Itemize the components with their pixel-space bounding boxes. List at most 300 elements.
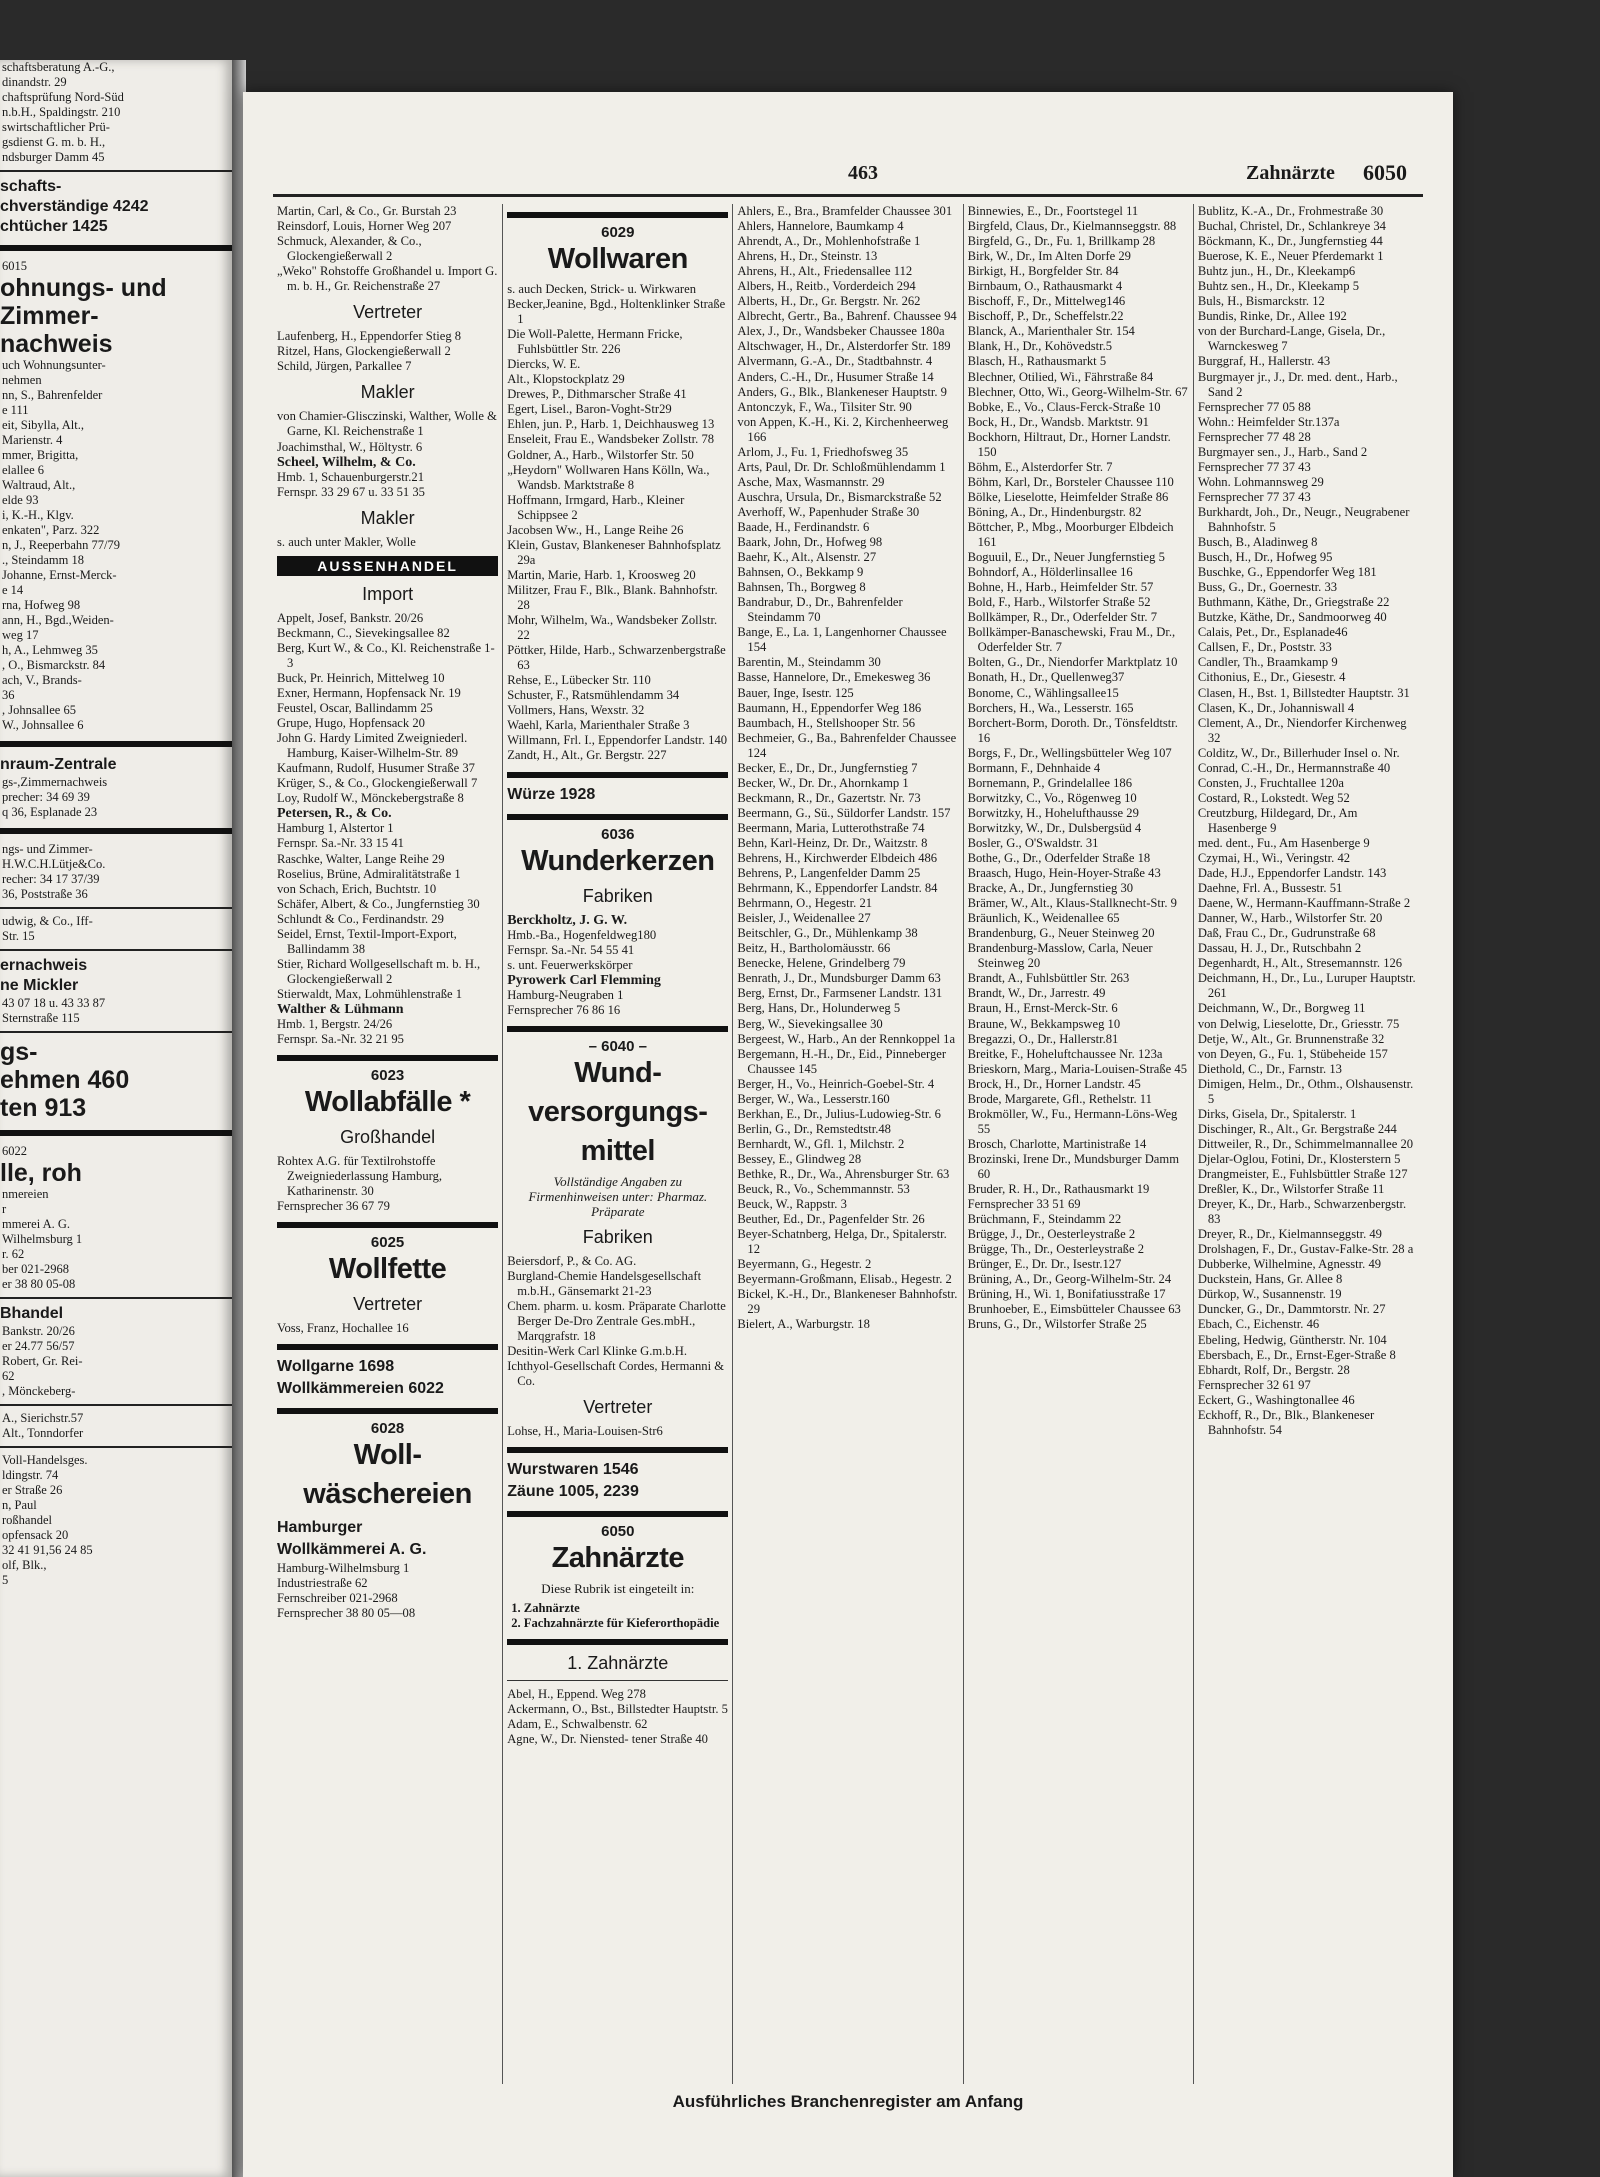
listing-line: n, Paul	[2, 1498, 37, 1512]
directory-entry: Drangmeister, E., Fuhlsbüttler Straße 127	[1197, 1167, 1408, 1181]
directory-page	[243, 92, 1453, 2177]
directory-entry: Bergemann, H.-H., Dr., Eid., Pinneberger Chaussee 145	[737, 1046, 947, 1076]
divider	[507, 1680, 728, 1681]
section-divider	[507, 772, 728, 778]
divider	[0, 1404, 232, 1406]
directory-entry: Abel, H., Eppend. Weg 278	[507, 1687, 646, 1702]
listing-line: eit, Sibylla, Alt.,	[2, 418, 84, 432]
directory-entry: Jacobsen Ww., H., Lange Reihe 26	[507, 522, 684, 537]
listing-line: n.b.H., Spaldingstr. 210	[2, 105, 121, 119]
directory-entry: Braun, H., Ernst-Merck-Str. 6	[967, 1001, 1118, 1016]
listing-line: nn, S., Bahrenfelder	[2, 388, 103, 402]
listing-heading: ehmen 460	[0, 1066, 130, 1094]
directory-entry: Burggraf, H., Hallerstr. 43	[1197, 354, 1331, 369]
directory-entry: Duckstein, Hans, Gr. Allee 8	[1197, 1272, 1343, 1287]
directory-entry: Deichmann, W., Dr., Borgweg 11	[1197, 1001, 1366, 1016]
directory-entry: Pöttker, Hilde, Harb., Schwarzenbergstraße 63	[507, 643, 726, 673]
listing-line: udwig, & Co., Iff-	[2, 914, 93, 928]
subheading: Import	[362, 583, 414, 604]
subheading: Großhandel	[340, 1127, 436, 1148]
listing-line: gs-,Zimmernachweis	[2, 775, 108, 789]
directory-entry: Böttcher, P., Mbg., Moorburger Elbdeich 161	[967, 519, 1174, 550]
directory-entry: Dimigen, Helm., Dr., Othm., Olshausenstr. 5	[1197, 1076, 1414, 1106]
directory-entry: Bublitz, K.-A., Dr., Frohmestraße 30	[1197, 204, 1384, 218]
directory-entry: Colditz, W., Dr., Billerhuder Insel o. Nr.	[1197, 745, 1400, 760]
section-title: Wunderkerzen	[521, 844, 715, 877]
directory-entry: Breitke, F., Hoheluftchaussee Nr. 123a	[967, 1046, 1163, 1061]
directory-entry: Ebeling, Hedwig, Güntherstr. Nr. 104	[1197, 1332, 1387, 1347]
directory-entry: Dischinger, R., Alt., Gr. Bergstraße 244	[1197, 1121, 1397, 1136]
directory-entry: Bregazzi, O., Dr., Hallerstr.81	[967, 1031, 1119, 1046]
listing-line: dinandstr. 29	[2, 75, 67, 89]
directory-entry: Bickel, K.-H., Dr., Blankeneser Bahnhofstr. 29	[737, 1287, 958, 1317]
directory-entry: Beckmann, C., Sievekingsallee 82	[277, 625, 450, 640]
listing-heading: ohnungs- und	[0, 274, 167, 302]
directory-entry: von Deyen, G., Fu. 1, Stübeheide 157	[1197, 1046, 1388, 1061]
directory-entry: „Heydorn" Wollwaren Hans Kölln, Wa., Wandsb. Marktstraße 8	[507, 462, 710, 492]
section-divider	[507, 1511, 728, 1517]
listing-line: er Straße 26	[2, 1483, 63, 1497]
directory-entry: Brieskorn, Marg., Maria-Louisen-Straße 45	[967, 1061, 1188, 1076]
directory-entry: Brandenburg, G., Neuer Steinweg 20	[967, 926, 1155, 941]
directory-entry: Behrmann, K., Eppendorfer Landstr. 84	[737, 881, 938, 896]
listing-line: Robert, Gr. Rei-	[2, 1354, 83, 1368]
directory-entry: Beyermann-Großmann, Elisab., Hegestr. 2	[737, 1272, 952, 1287]
listing-line: ndsburger Damm 45	[2, 150, 105, 164]
listing-line: e 14	[2, 583, 24, 597]
directory-entry: Berger, W., Wa., Lesserstr.160	[737, 1091, 890, 1106]
directory-entry: Fernsprecher 38 80 05—08	[277, 1606, 416, 1621]
subheading: Vertreter	[353, 302, 423, 323]
directory-entry: Appelt, Josef, Bankstr. 20/26	[277, 610, 424, 625]
divider	[0, 170, 232, 172]
section-code: 6028	[370, 1420, 405, 1438]
listing-line: Marienstr. 4	[2, 433, 63, 447]
listing-line: precher: 34 69 39	[2, 790, 90, 804]
directory-entry: Hamburg-Wilhelmsburg 1	[277, 1561, 410, 1576]
directory-entry: Ackermann, O., Bst., Billstedter Hauptstr. 5	[507, 1702, 728, 1717]
section-title: mittel	[580, 1134, 655, 1167]
listing-line: r. 62	[2, 1247, 25, 1261]
directory-entry: Beermann, G., Sü., Süldorfer Landstr. 157	[737, 805, 951, 820]
directory-entry: Wohn. Lohmannsweg 29	[1197, 474, 1324, 489]
directory-entry: Brunhoeber, E., Eimsbütteler Chaussee 63	[967, 1302, 1181, 1317]
column-2	[503, 204, 733, 2084]
directory-entry: Bischoff, F., Dr., Mittelweg146	[967, 294, 1126, 309]
rubric-list-item: 2. Fachzahnärzte für Kieferorthopädie	[511, 1616, 720, 1631]
directory-entry: Joachimsthal, W., Höltystr. 6	[277, 439, 423, 454]
directory-entry: Martin, Marie, Harb. 1, Krooswеg 20	[507, 567, 696, 582]
directory-entry: Brandt, W., Dr., Jarrestr. 49	[967, 986, 1106, 1001]
footer-note: Ausführliches Branchenregister am Anfang	[672, 2092, 1024, 2111]
subheading: Makler	[360, 382, 415, 403]
directory-entry: Anders, G., Blk., Blankeneser Hauptstr. 9	[737, 384, 947, 399]
section-divider	[0, 1130, 232, 1136]
directory-entry-highlight: Scheel, Wilhelm, & Co.	[277, 454, 416, 470]
directory-entry: Fernsprecher 76 86 16	[507, 1002, 621, 1017]
cross-reference: Wollkämmerei A. G.	[277, 1541, 427, 1559]
subheading: Fabriken	[582, 1226, 653, 1247]
section-code: 6023	[370, 1067, 405, 1085]
directory-entry: Baumann, H., Eppendorfer Weg 186	[737, 700, 922, 715]
listing-line: Wilhelmsburg 1	[2, 1232, 83, 1246]
directory-entry: Waehl, Karla, Marienthaler Straße 3	[507, 718, 690, 733]
directory-entry: Bundis, Rinke, Dr., Allee 192	[1197, 309, 1347, 324]
listing-line: elallee 6	[2, 463, 44, 477]
directory-entry: von Appen, K.-H., Ki. 2, Kirchenheerweg 166	[737, 414, 949, 444]
directory-entry: Bobke, E., Vo., Claus-Ferck-Straße 10	[967, 399, 1161, 414]
directory-entry: Mohr, Wilhelm, Wa., Wandsbeker Zollstr. 22	[507, 613, 718, 643]
directory-entry: Bollkämper, R., Dr., Oderfelder Str. 7	[967, 610, 1158, 625]
directory-entry: Ebach, C., Eichenstr. 46	[1197, 1317, 1320, 1332]
directory-entry: Fernspr. Sa.-Nr. 33 15 41	[277, 836, 404, 851]
directory-entry: Baade, H., Ferdinandstr. 6	[737, 519, 870, 534]
directory-entry: Voss, Franz, Hochallee 16	[277, 1321, 409, 1336]
directory-entry: Blanck, A., Marienthaler Str. 154	[967, 324, 1135, 339]
directory-entry: Berg, Kurt W., & Co., Kl. Reichenstraße 1-3	[277, 640, 495, 670]
directory-entry: Beisler, J., Weidenallee 27	[737, 911, 871, 926]
listing-line: ngs- und Zimmer-	[2, 842, 93, 856]
directory-entry: Becker,Jeanine, Bgd., Holtenklinker Straße 1	[507, 297, 726, 327]
directory-entry: Hoffmann, Irmgard, Harb., Kleiner Schippsee 2	[507, 492, 685, 522]
listing-line: Bankstr. 20/26	[2, 1324, 75, 1338]
directory-entry: Bölke, Lieselotte, Heimfelder Straße 86	[967, 489, 1169, 504]
listing-line: Waltraud, Alt.,	[2, 478, 76, 492]
directory-entry: Bold, F., Harb., Wilstorfer Straße 52	[967, 595, 1151, 610]
listing-line: 6022	[2, 1144, 27, 1158]
directory-entry: Asche, Max, Wasmannstr. 29	[737, 474, 885, 489]
directory-entry: Beermann, Maria, Lutterothstraße 74	[737, 820, 925, 835]
directory-entry: Borwitzky, H., Hohelufthausse 29	[967, 805, 1139, 820]
listing-line: roßhandel	[2, 1513, 52, 1527]
directory-entry: Dürkop, W., Susannenstr. 19	[1197, 1287, 1342, 1302]
directory-entry: Dubberke, Wilhelmine, Agnesstr. 49	[1197, 1257, 1382, 1272]
listing-line: ldingstr. 74	[2, 1468, 59, 1482]
listing-heading: gs-	[0, 1038, 38, 1066]
directory-entry: Buchal, Christel, Dr., Schlankreye 34	[1197, 219, 1386, 234]
listing-line: 5	[2, 1573, 9, 1587]
listing-line: 32 41 91,56 24 85	[2, 1543, 93, 1557]
directory-entry: Schlundt & Co., Ferdinandstr. 29	[277, 911, 444, 926]
cross-reference: Wollgarne 1698	[277, 1358, 395, 1376]
directory-entry: Fernschreiber 021-2968	[277, 1591, 398, 1606]
directory-entry: Schild, Jürgen, Parkallee 7	[277, 359, 412, 374]
directory-entry: Cithonius, E., Dr., Giesestr. 4	[1197, 670, 1346, 685]
directory-entry: Ebhardt, Rolf, Dr., Bergstr. 28	[1197, 1362, 1350, 1377]
subheading: Makler	[360, 507, 415, 528]
rubric-list-item: 1. Zahnärzte	[511, 1601, 580, 1616]
section-title: Wund-	[574, 1056, 662, 1089]
listing-heading: ne Mickler	[0, 977, 79, 994]
directory-entry: Averhoff, W., Papenhuder Straße 30	[737, 504, 920, 519]
directory-entry: Fernspr. Sa.-Nr. 32 21 95	[277, 1032, 404, 1047]
section-code: 6036	[601, 825, 635, 843]
directory-entry: Dade, H.J., Eppendorfer Landstr. 143	[1197, 866, 1387, 881]
divider	[0, 1446, 232, 1448]
directory-entry: Ahrendt, A., Dr., Mohlenhofstraße 1	[737, 234, 921, 249]
section-code: 6050	[601, 1523, 635, 1541]
header-rule	[273, 194, 1423, 197]
listing-heading: lle, roh	[0, 1159, 82, 1187]
cross-reference: Zäune 1005, 2239	[507, 1483, 639, 1501]
directory-entry: Schuster, F., Ratsmühlendamm 34	[507, 688, 680, 703]
directory-entry: Fernsprecher 77 48 28	[1197, 429, 1311, 444]
section-divider	[507, 814, 728, 820]
listing-heading: Bhandel	[0, 1305, 64, 1322]
subheading: 1. Zahnärzte	[567, 1653, 669, 1674]
directory-entry: Bothe, G., Dr., Oderfelder Straße 18	[967, 851, 1151, 866]
section-divider	[0, 828, 232, 834]
listing-heading: Zimmer-	[0, 302, 99, 330]
directory-entry: Krüger, S., & Co., Glockengießerwall 7	[277, 776, 478, 791]
directory-entry: Ichthyol-Gesellschaft Cordes, Hermanni & Co.	[507, 1359, 725, 1389]
listing-line: r	[2, 1202, 7, 1216]
listing-line: ach, V., Brands-	[2, 673, 82, 687]
directory-entry: Behrmann, O., Hegestr. 21	[737, 896, 873, 911]
directory-entry: Bornemann, P., Grindelallee 186	[967, 775, 1132, 790]
directory-entry: Antonczyk, F., Wa., Tilsiter Str. 90	[737, 399, 912, 414]
directory-entry: John G. Hardy Limited Zweigniederl. Hamburg, Kaiser-Wilhelm-Str. 89	[277, 731, 468, 761]
directory-entry: von Schach, Erich, Buchtstr. 10	[277, 881, 437, 896]
directory-entry: Bandrabur, D., Dr., Bahrenfelder Steindamm 70	[737, 595, 903, 625]
directory-entry: Raschke, Walter, Lange Reihe 29	[277, 851, 445, 866]
listing-line: q 36, Esplanade 23	[2, 805, 98, 819]
directory-entry: Berlin, G., Dr., Remstedtstr.48	[737, 1121, 891, 1136]
directory-entry: Basse, Hannelore, Dr., Emekesweg 36	[737, 670, 931, 685]
section-code: 6025	[370, 1234, 405, 1252]
listing-line: chaftsprüfung Nord-Süd	[2, 90, 124, 104]
directory-entry: Detje, W., Alt., Gr. Brunnenstraße 32	[1197, 1031, 1385, 1046]
directory-entry: Burgmayer jr., J., Dr. med. dent., Harb., Sand 2	[1197, 369, 1398, 399]
listing-line: elde 93	[2, 493, 39, 507]
directory-entry: Blasch, H., Rathausmarkt 5	[967, 354, 1107, 369]
directory-entry: Brokmöller, W., Fu., Hermann-Löns-Weg 55	[967, 1106, 1178, 1136]
directory-entry: Dreyer, K., Dr., Harb., Schwarzenbergstr. 83	[1197, 1197, 1407, 1227]
section-divider	[507, 1026, 728, 1032]
subheading: Vertreter	[353, 1294, 423, 1315]
directory-entry: Costard, R., Lokstedt. Weg 52	[1197, 790, 1350, 805]
cross-reference: Hamburger	[277, 1519, 363, 1537]
directory-entry: Blechner, Otilied, Wi., Fährstraße 84	[967, 369, 1154, 384]
directory-entry: Dreßler, K., Dr., Wilstorfer Straße 11	[1197, 1182, 1385, 1197]
directory-entry: Alex, J., Dr., Wandsbeker Chaussee 180a	[737, 324, 945, 339]
listing-line: ., Steindamm 18	[2, 553, 84, 567]
directory-entry: Bockhorn, Hiltraut, Dr., Horner Landstr. 150	[967, 429, 1171, 459]
directory-entry: Diethold, C., Dr., Farnstr. 13	[1197, 1061, 1342, 1076]
directory-entry: Egert, Lisel., Baron-Voght-Str29	[507, 402, 672, 417]
directory-entry: Brozinski, Irene Dr., Mundsburger Damm 60	[967, 1151, 1179, 1181]
directory-entry: Fernsprecher 77 37 43	[1197, 489, 1311, 504]
directory-entry: Becker, E., Dr., Dr., Jungfernstieg 7	[737, 760, 918, 775]
section-title: Woll-	[353, 1439, 422, 1472]
directory-entry: Boguuil, E., Dr., Neuer Jungfernstieg 5	[967, 550, 1165, 565]
directory-entry: Beyer-Schatnberg, Helga, Dr., Spitalerstr. 12	[737, 1227, 947, 1257]
directory-entry: Enseleit, Frau E., Wandsbeker Zollstr. 78	[507, 432, 715, 447]
directory-entry: s. auch Decken, Strick- u. Wirkwaren	[507, 282, 697, 296]
directory-entry: Beckmann, R., Dr., Gazertstr. Nr. 73	[737, 790, 921, 805]
listing-line: H.W.C.H.Lütje&Co.	[2, 857, 106, 871]
listing-line: olf, Blk.,	[2, 1558, 47, 1572]
section-divider	[277, 1055, 498, 1061]
directory-entry: Fernsprecher 77 37 43	[1197, 459, 1311, 474]
listing-line: er 38 80 05-08	[2, 1277, 76, 1291]
directory-entry: Blank, H., Dr., Kohövedstr.5	[967, 339, 1113, 354]
directory-entry: Schäfer, Albert, & Co., Jungfernstieg 30	[277, 896, 480, 911]
directory-entry: Ahlers, E., Bra., Bramfelder Chaussee 301	[737, 204, 953, 218]
directory-entry: Böning, A., Dr., Hindenburgstr. 82	[967, 504, 1142, 519]
directory-entry: Bischoff, P., Dr., Scheffelstr.22	[967, 309, 1124, 324]
section-code: – 6040 –	[588, 1037, 647, 1055]
listing-line: Sternstraße 115	[2, 1011, 80, 1025]
directory-entry: Martin, Carl, & Co., Gr. Burstah 23	[277, 204, 457, 218]
directory-entry: Baumbach, H., Stellshooper Str. 56	[737, 715, 916, 730]
directory-entry: Braune, W., Bekkampsweg 10	[967, 1016, 1121, 1031]
directory-entry-highlight: Berckholtz, J. G. W.	[507, 912, 628, 928]
directory-entry: Borgs, F., Dr., Wellingsbütteler Weg 107	[967, 745, 1172, 760]
directory-entry: Bahnsen, Th., Borgweg 8	[737, 580, 866, 595]
directory-entry: Barentin, M., Steindamm 30	[737, 655, 881, 670]
directory-entry: Bracke, A., Dr., Jungfernstieg 30	[967, 881, 1134, 896]
directory-entry: Brügge, J., Dr., Oesterleystraße 2	[967, 1227, 1136, 1242]
directory-entry: Buthmann, Käthe, Dr., Griegstraße 22	[1197, 595, 1390, 610]
listing-line: nmereien	[2, 1187, 49, 1201]
directory-entry: Ebersbach, E., Dr., Ernst-Eger-Straße 8	[1197, 1347, 1396, 1362]
listing-line: enkaten", Parz. 322	[2, 523, 100, 537]
directory-entry: Bruder, R. H., Dr., Rathausmarkt 19	[967, 1182, 1150, 1197]
directory-entry: Daene, W., Hermann-Kauffmann-Straße 2	[1197, 896, 1411, 911]
directory-entry: Die Woll-Palette, Hermann Fricke, Fuhlsbüttler Str. 226	[507, 327, 683, 357]
directory-entry: Brünger, E., Dr. Dr., Isestr.127	[967, 1257, 1122, 1272]
listing-line: e 111	[2, 403, 29, 417]
listing-line: 6015	[2, 259, 27, 273]
directory-entry: Bernhardt, W., Gfl. 1, Milchstr. 2	[737, 1136, 905, 1151]
directory-columns	[273, 204, 1423, 2084]
directory-entry: Baark, John, Dr., Hofweg 98	[737, 535, 883, 550]
directory-entry: Borchert-Borm, Doroth. Dr., Tönsfeldtstr. 16	[967, 715, 1178, 745]
directory-entry: Bolten, G., Dr., Niendorfer Marktplatz 10	[967, 655, 1178, 670]
directory-entry: Burgmayer sen., J., Harb., Sand 2	[1197, 444, 1368, 459]
directory-entry: Bräunlich, K., Weidenallee 65	[967, 911, 1120, 926]
directory-entry: Alberts, H., Dr., Gr. Bergstr. Nr. 262	[737, 294, 921, 309]
listing-line: rna, Hofweg 98	[2, 598, 81, 612]
directory-entry: Candler, Th., Braamkamp 9	[1197, 655, 1338, 670]
directory-entry: Deichmann, H., Dr., Lu., Luruper Hauptstr. 261	[1197, 971, 1416, 1001]
directory-entry: Auschra, Ursula, Dr., Bismarckstraße 52	[737, 489, 942, 504]
listing-line: n, J., Reeperbahn 77/79	[2, 538, 121, 552]
directory-entry: Bielert, A., Warburgstr. 18	[737, 1317, 870, 1332]
directory-entry: Adam, E., Schwalbenstr. 62	[507, 1717, 648, 1732]
directory-entry: Eckert, G., Washingtonallee 46	[1197, 1392, 1355, 1407]
directory-entry: Behrens, P., Langenfelder Damm 25	[737, 866, 921, 881]
listing-heading: nachweis	[0, 330, 113, 358]
directory-entry: Ehlen, jun. P., Harb. 1, Deichhausweg 13	[507, 417, 715, 432]
directory-entry: Kaufmann, Rudolf, Husumer Straße 37	[277, 761, 475, 776]
listing-line: W., Johnsallee 6	[2, 718, 84, 732]
directory-entry: Bollkämper-Banaschewski, Frau M., Dr., Oderfelder Str. 7	[967, 625, 1176, 655]
directory-entry: Degenhardt, H., Alt., Stresemannstr. 126	[1197, 956, 1403, 971]
directory-entry: Bohndorf, A., Hölderlinsallee 16	[967, 565, 1133, 580]
directory-entry: Conrad, C.-H., Dr., Hermannstraße 40	[1197, 760, 1391, 775]
section-divider	[277, 1222, 498, 1228]
listing-line: gsdienst G. m. b. H.,	[2, 135, 106, 149]
directory-entry: von der Burchard-Lange, Gisela, Dr., Warnckesweg 7	[1197, 324, 1386, 354]
directory-entry: Drolshagen, F., Dr., Gustav-Falke-Str. 28 a	[1197, 1242, 1414, 1257]
directory-entry: Fernsprecher 36 67 79	[277, 1199, 390, 1214]
directory-entry: Wohn.: Heimfelder Str.137a	[1197, 414, 1340, 429]
directory-entry: Schmuck, Alexander, & Co., Glockengießerwall 2	[277, 234, 422, 264]
section-title: Wollfette	[328, 1253, 447, 1286]
directory-entry: Alt., Klopstockplatz 29	[507, 372, 625, 387]
directory-entry: Birgfeld, Claus, Dr., Kielmannseggstr. 88	[967, 219, 1177, 234]
directory-entry: Bonome, C., Wählingsallee15	[967, 685, 1119, 700]
directory-entry: Hmb. 1, Bergstr. 24/26	[277, 1017, 393, 1032]
directory-entry: Borwitzky, C., Vo., Rögenweg 10	[967, 790, 1137, 805]
directory-entry: Goldner, A., Harb., Wilstorfer Str. 50	[507, 447, 694, 462]
directory-entry: Beuther, Ed., Dr., Pagenfelder Str. 26	[737, 1212, 925, 1227]
directory-entry: Duncker, G., Dr., Dammtorstr. Nr. 27	[1197, 1302, 1386, 1317]
directory-entry: Benecke, Helene, Grindelberg 79	[737, 956, 906, 971]
directory-entry: Djelar-Oglou, Fotini, Dr., Klosterstern 5	[1197, 1151, 1401, 1166]
column-1	[273, 204, 503, 2084]
directory-entry: Loy, Rudolf W., Mönckebergstraße 8	[277, 791, 464, 806]
directory-entry: Dirks, Gisela, Dr., Spitalerstr. 1	[1197, 1106, 1357, 1121]
listing-line: 36, Poststraße 36	[2, 887, 88, 901]
section-number: 6050	[1363, 160, 1407, 185]
listing-line: 62	[2, 1369, 15, 1383]
divider	[0, 949, 232, 951]
directory-entry: Brandt, A., Fuhlsbüttler Str. 263	[967, 971, 1130, 986]
directory-entry: med. dent., Fu., Am Hasenberge 9	[1197, 835, 1370, 850]
directory-entry: Becker, W., Dr. Dr., Ahornkamp 1	[737, 775, 909, 790]
section-divider	[0, 245, 232, 251]
directory-entry: Buschke, G., Eppendorfer Weg 181	[1197, 565, 1377, 580]
directory-entry: Daß, Frau C., Dr., Gudrunstraße 68	[1197, 926, 1376, 941]
category-banner: AUSSENHANDEL	[277, 556, 498, 576]
directory-entry: Dreyer, R., Dr., Kielmannseggstr. 49	[1197, 1227, 1382, 1242]
directory-entry: Stierwaldt, Max, Lohmühlenstraße 1	[277, 986, 463, 1001]
directory-entry: Ritzel, Hans, Glockengießerwall 2	[277, 344, 451, 359]
directory-entry: Arts, Paul, Dr. Dr. Schloßmühlendamm 1	[737, 459, 946, 474]
directory-entry: Binnewies, E., Dr., Foortstegel 11	[967, 204, 1139, 218]
directory-entry: Brandenburg-Masslow, Carla, Neuer Steinweg 20	[967, 941, 1153, 971]
section-divider	[277, 1408, 498, 1414]
listing-line: ber 021-2968	[2, 1262, 69, 1276]
directory-entry: s. auch unter Makler, Wolle	[277, 534, 416, 549]
listing-line: mmerei A. G.	[2, 1217, 71, 1231]
directory-entry: Böckmann, K., Dr., Jungfernstieg 44	[1197, 234, 1383, 249]
directory-entry: Feustel, Oscar, Ballindamm 25	[277, 701, 433, 716]
column-3	[733, 204, 963, 2084]
directory-entry: Beuck, R., Vo., Schemmannstr. 53	[737, 1182, 910, 1197]
directory-entry: Dassau, H. J., Dr., Rutschbahn 2	[1197, 941, 1362, 956]
listing-line: i, K.-H., Klgv.	[2, 508, 74, 522]
section-divider	[507, 1447, 728, 1453]
reference-note: Vollständige Angaben zu Firmenhinweisen unter: Pharmaz. Präparate	[528, 1173, 708, 1219]
listing-line: mmer, Brigitta,	[2, 448, 79, 462]
directory-entry: Brosch, Charlotte, Martinistraße 14	[967, 1136, 1147, 1151]
directory-entry: Beiersdorf, P., & Co. AG.	[507, 1253, 637, 1268]
directory-entry: Buck, Pr. Heinrich, Mittelweg 10	[277, 670, 445, 685]
directory-entry: Bruns, G., Dr., Wilstorfer Straße 25	[967, 1317, 1147, 1332]
section-title: Wollwaren	[547, 243, 688, 275]
directory-entry: Bergeest, W., Harb., An der Rennkoppel 1a	[737, 1031, 956, 1046]
directory-entry: Bosler, G., O'Swaldstr. 31	[967, 835, 1099, 850]
divider	[0, 1031, 232, 1033]
directory-entry: Birk, W., Dr., Im Alten Dorfe 29	[967, 249, 1131, 264]
running-title: Zahnärzte	[1246, 162, 1335, 184]
listing-heading: schafts-	[0, 178, 62, 195]
directory-entry: Beuck, W., Rappstr. 3	[737, 1197, 847, 1212]
